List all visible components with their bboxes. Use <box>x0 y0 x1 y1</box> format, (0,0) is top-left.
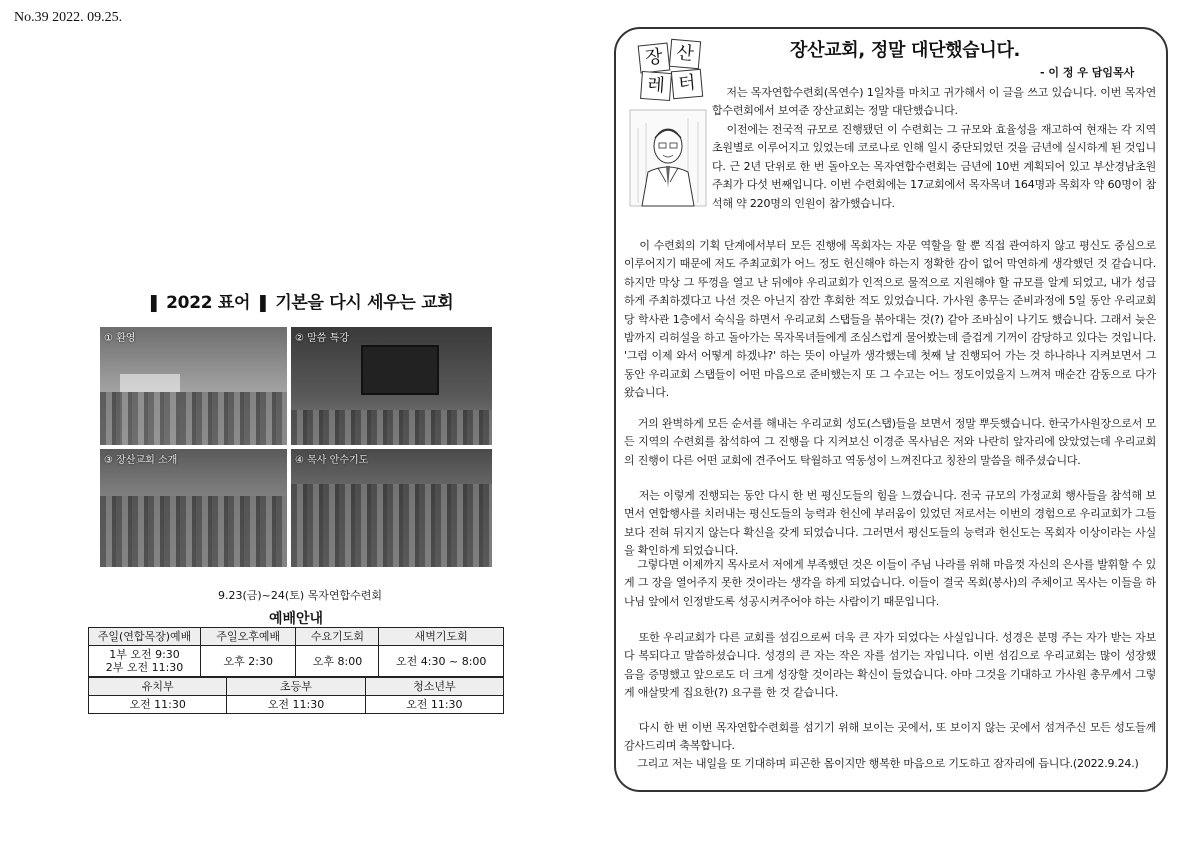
photo-label: ③ 장산교회 소개 <box>104 455 178 466</box>
photo-caption: 9.23(금)~24(토) 목자연합수련회 <box>217 589 382 602</box>
worship-schedule-table <box>88 627 504 677</box>
photo-welcome <box>100 327 287 445</box>
badge-char: 장 <box>638 43 671 74</box>
table-cell: 오후 8:00 <box>296 646 379 677</box>
pastor-portrait-sketch <box>628 108 708 208</box>
table-header: 주일오후예배 <box>201 628 296 646</box>
letter-title: 장산교회, 정말 대단했습니다. <box>790 40 1021 61</box>
letter-paragraph: 저는 이렇게 진행되는 동안 다시 한 번 평신도들의 힘을 느꼈습니다. 전국 규모의 가정교회 행사들을 참석해 보면서 연합행사를 치러내는 평신도들의 능력과 헌신에 부러움이 있었던 저로서는 이번의 경험으로 우리교회가 그들보다 전혀 뒤지지 않는다 확신을 갖게 되었습니다. 그러면서 평신도들의 능력과 헌신도는 목회자 이상이라는 사실을 확인하게 되었습니다. <box>624 489 1156 558</box>
letter-paragraph: 이 수련회의 기획 단계에서부터 모든 진행에 목회자는 자문 역할을 할 뿐 직접 관여하지 않고 평신도 중심으로 이루어지기 때문에 저도 주최교회가 어느 정도 헌신해야 하는지 정확한 감이 없어 막연하게 생각했던 것 같습니다. 하지만 막상 그 뚜껑을 열고 난 뒤에야 우리교회가 인적으로 물적으로 지원해야 할 규모를 알게 되었고, 내가 성급하게 주최하겠다고 나선 것은 아닌지 잠깐 후회한 적도 있었습니다. 가사원 총무는 준비과정에 5일 동안 우리교회당 학사관 1층에서 숙식을 하면서 우리교회 스탭들을 볶아대는 것(?) 같아 조바심이 나기도 했습니다. 그래서 늦은 밤까지 리허설을 하고 돌아가는 목자목녀들에게 조심스럽게 물어봤는데 즐겁게 기꺼이 감당하고 있다는 것입니다. '그럼 이제 와서 어떻게 하겠냐?' 하는 뜻이 아닐까 생각했는데 첫째 날 진행되어 가는 것 하나하나 지켜보면서 그동안 우리교회 스탭들이 어떤 마음으로 준비했는지 또 그 수고는 어느 정도이었을지 느껴져 매순간 감동으로 다가왔습니다. <box>624 239 1156 400</box>
letter-paragraph: 그렇다면 이제까지 목사로서 저에게 부족했던 것은 이들이 주님 나라를 위해 마음껏 자신의 은사를 발휘할 수 있게 그 장을 열어주지 못한 것이라는 생각을 하게 되었습니다. 이들이 결국 목회(봉사)의 주체이고 목사는 이들을 하나님 앞에서 인정받도록 성공시켜주어야 하는 사람이기 때문입니다. <box>624 558 1156 608</box>
letter-paragraph: 저는 목자연합수련회(목연수) 1일차를 마치고 귀가해서 이 글을 쓰고 있습니다. 이번 목자연합수련회에서 보여준 장산교회는 정말 대단했습니다. <box>712 86 1157 118</box>
table-cell: 오전 4:30 ~ 8:00 <box>379 646 504 677</box>
table-header: 주일(연합목장)예배 <box>89 628 201 646</box>
table-header: 청소년부 <box>365 678 503 696</box>
table-cell: 오전 11:30 <box>89 696 227 714</box>
table-cell: 오전 11:30 <box>227 696 365 714</box>
worship-guide-title: 예배안내 <box>268 611 324 627</box>
table-header: 수요기도회 <box>296 628 379 646</box>
table-cell: 오전 11:30 <box>365 696 503 714</box>
letter-paragraph: 또한 우리교회가 다른 교회를 섬김으로써 더욱 큰 자가 되었다는 사실입니다. 성경은 분명 주는 자가 받는 자보다 복되다고 말씀하셨습니다. 성경의 큰 자는 작은 자를 섬기는 자입니다. 이번 섬김으로 우리교회는 많이 성장했음을 증명했고 앞으로도 더 크게 성장할 것이라는 확신이 들었습니다. 아마 그것을 기대하고 가사원 총무께서 그렇게 애살맞게 집요한(?) 요구를 한 것 같습니다. <box>624 631 1156 700</box>
issue-number: No.39 2022. 09.25. <box>14 10 123 25</box>
letter-paragraph: 다시 한 번 이번 목자연합수련회를 섬기기 위해 보이는 곳에서, 또 보이지 않는 곳에서 섬겨주신 모든 성도들께 감사드리며 축복합니다. <box>624 721 1156 753</box>
table-cell: 오후 2:30 <box>201 646 296 677</box>
column-badge <box>639 40 701 100</box>
table-cell: 1부 오전 9:30 2부 오전 11:30 <box>89 646 201 677</box>
photo-lecture <box>291 327 492 445</box>
photo-label: ④ 목사 안수기도 <box>295 455 369 466</box>
table-header: 새벽기도회 <box>379 628 504 646</box>
photo-grid <box>100 327 492 567</box>
photo-label: ① 환영 <box>104 333 136 344</box>
table-header: 초등부 <box>227 678 365 696</box>
badge-char: 터 <box>671 69 703 100</box>
letter-paragraph: 그리고 저는 내일을 또 기대하며 피곤한 몸이지만 행복한 마음으로 기도하고 잠자리에 듭니다.(2022.9.24.) <box>637 757 1139 770</box>
letter-paragraph: 이전에는 전국적 규모로 진행됐던 이 수련회는 그 규모와 효율성을 재고하여 현재는 각 지역 초원별로 이루어지고 있었는데 코로나로 인해 일시 중단되었던 것을 금년에 실시하게 된 것입니다. 근 2년 단위로 한 번 돌아오는 목자연합수련회는 금년에 10번 계획되어 있고 부산경남초원주최가 다섯 번째입니다. 이번 수련회에는 17교회에서 목자목녀 164명과 목회자 약 60명이 참석해 약 220명의 인원이 참가했습니다. <box>712 123 1156 210</box>
photo-prayer <box>291 449 492 567</box>
photo-label: ② 말씀 특강 <box>295 333 349 344</box>
department-schedule-table <box>88 677 504 714</box>
photo-church-intro <box>100 449 287 567</box>
letter-paragraph: 거의 완벽하게 모든 순서를 해내는 우리교회 성도(스탭)들을 보면서 정말 뿌듯했습니다. 한국가사원장으로서 모든 지역의 수련회를 참석하여 그 진행을 다 지켜보신 이경준 목사님은 저와 나란히 앞자리에 앉았었는데 우리교회의 진행이 다른 어떤 교회에 견주어도 탁월하고 역동성이 느껴진다고 칭찬의 말씀을 해주셨습니다. <box>624 417 1156 467</box>
letter-author: - 이 정 우 담임목사 <box>1040 66 1135 79</box>
badge-char: 산 <box>669 39 701 70</box>
table-header: 유치부 <box>89 678 227 696</box>
yearly-motto: ❚ 2022 표어 ❚ 기본을 다시 세우는 교회 <box>146 293 454 313</box>
badge-char: 레 <box>640 71 672 101</box>
